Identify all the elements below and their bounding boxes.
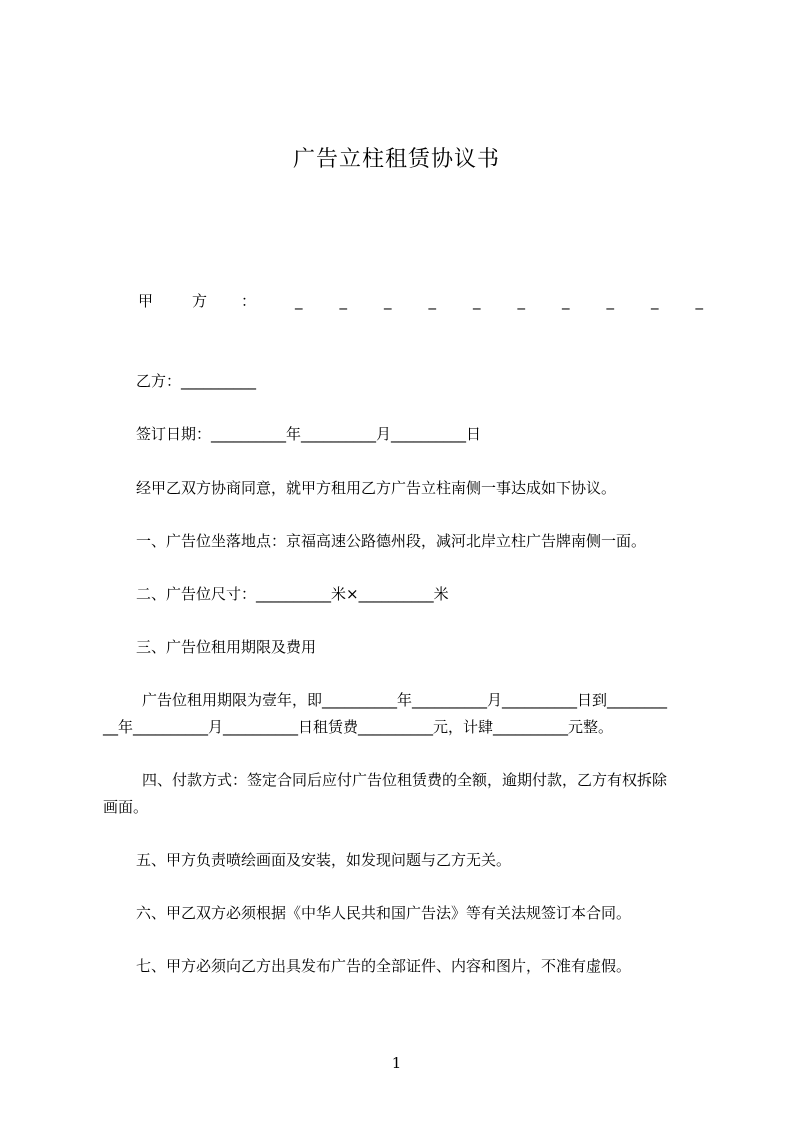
blank-dash: _ <box>517 292 525 310</box>
intro-paragraph: 经甲乙双方协商同意，就甲方租用乙方广告立柱南侧一事达成如下协议。 <box>136 479 617 497</box>
clause-4-line-1: 四、付款方式：签定合同后应付广告位租赁费的全额，逾期付款，乙方有权拆除 <box>142 771 668 789</box>
clause-2: 二、广告位尺寸：__________米×__________米 <box>136 585 449 603</box>
blank-dash: _ <box>606 292 614 310</box>
blank-dash: _ <box>562 292 570 310</box>
clause-6: 六、甲乙双方必须根据《中华人民共和国广告法》等有关法规签订本合同。 <box>136 904 632 922</box>
clause-1: 一、广告位坐落地点：京福高速公路德州段，减河北岸立柱广告牌南侧一面。 <box>136 532 647 550</box>
blank-dash: _ <box>339 292 347 310</box>
blank-dash: _ <box>295 292 303 310</box>
clause-4-line-2: 画面。 <box>103 798 149 816</box>
blank-dash: _ <box>473 292 481 310</box>
party-a-colon: ： <box>241 292 257 310</box>
party-a-line <box>138 290 703 316</box>
party-a-blank <box>295 292 703 310</box>
clause-5: 五、甲方负责喷绘画面及安装，如发现问题与乙方无关。 <box>136 851 512 869</box>
clause-3-title: 三、广告位租用期限及费用 <box>136 638 317 656</box>
party-a-char-2: 方 <box>192 292 208 310</box>
blank-dash: _ <box>695 292 703 310</box>
party-b-line: 乙方：__________ <box>136 372 257 390</box>
party-a-char-1: 甲 <box>138 292 154 310</box>
sign-date-line: 签订日期：__________年__________月__________日 <box>136 425 482 443</box>
page-number: 1 <box>391 1054 402 1072</box>
clause-3-line-1: 广告位租用期限为壹年，即__________年__________月__________日到________ <box>142 691 668 709</box>
document-title: 广告立柱租赁协议书 <box>292 147 500 172</box>
blank-dash: _ <box>651 292 659 310</box>
clause-7: 七、甲方必须向乙方出具发布广告的全部证件、内容和图片，不准有虚假。 <box>136 957 632 975</box>
blank-dash: _ <box>428 292 436 310</box>
blank-dash: _ <box>384 292 392 310</box>
clause-3-line-2: __年__________月__________日租赁费__________元，计肆__________元整。 <box>103 718 614 736</box>
